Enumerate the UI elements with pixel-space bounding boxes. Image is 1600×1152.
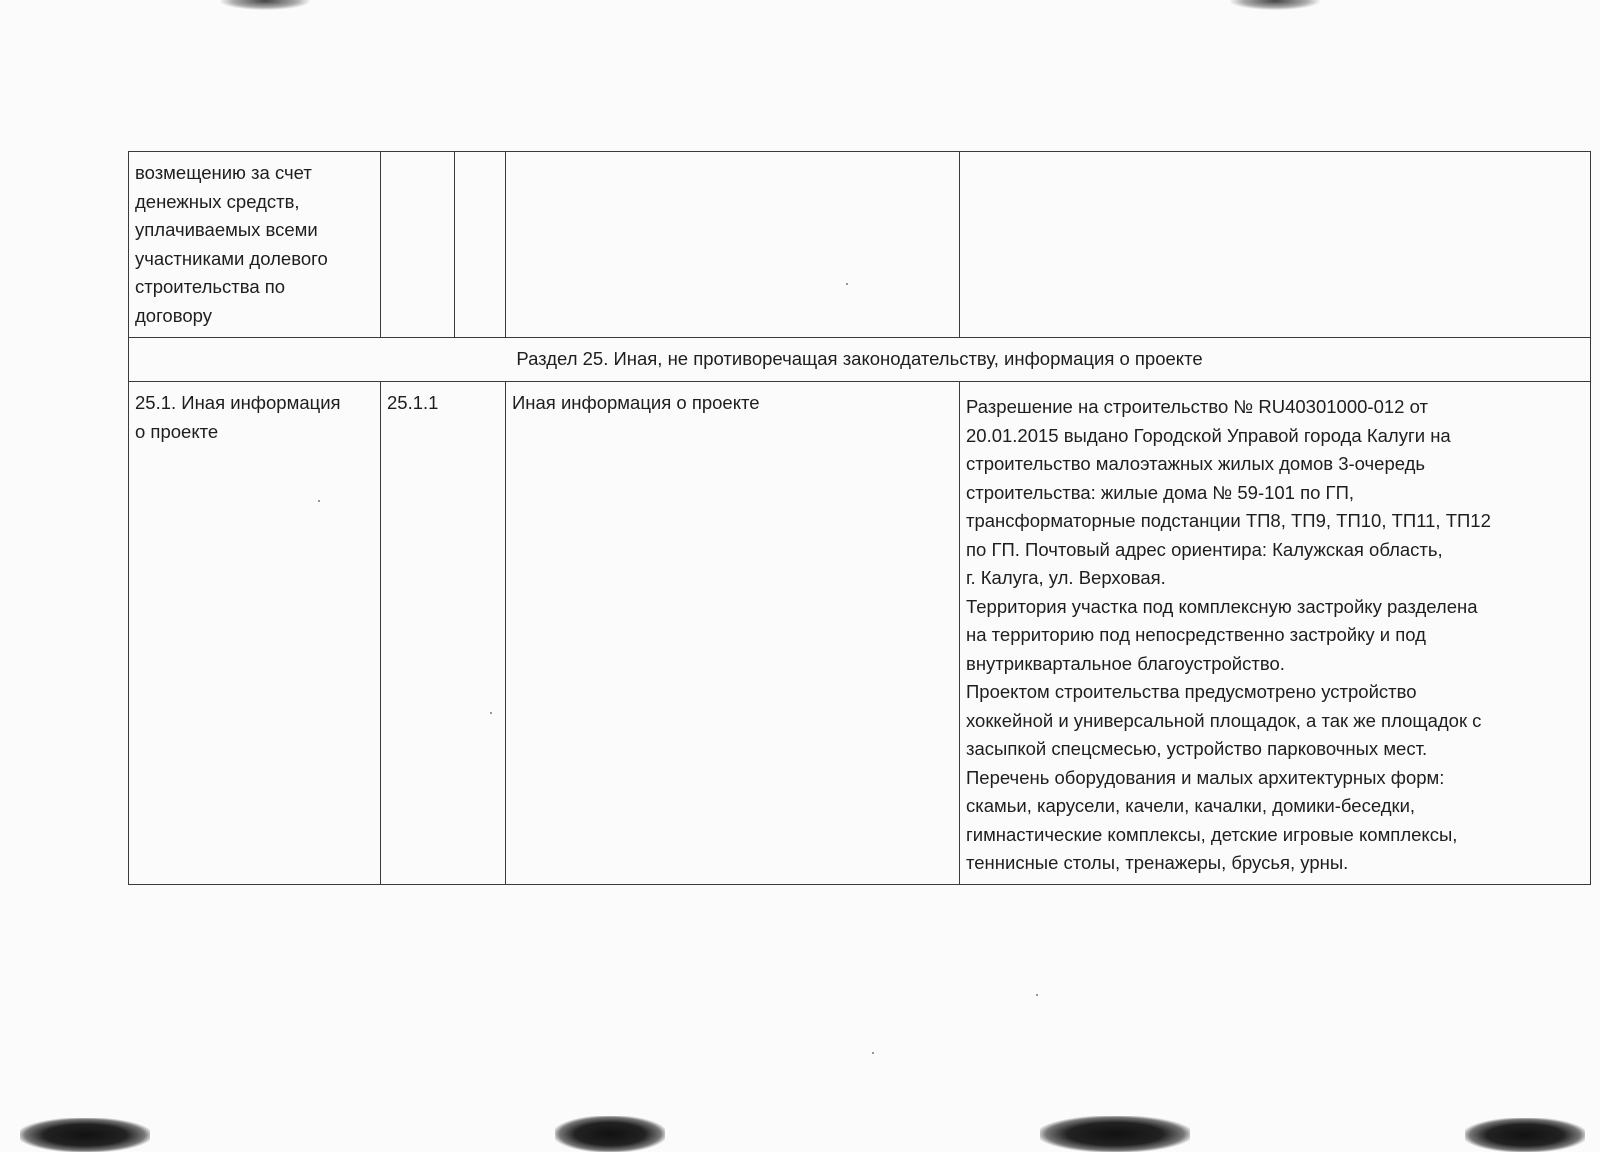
continuation-line: участниками долевого [135,247,328,269]
item-group-line: о проекте [135,420,219,442]
scan-blot-bottom-4 [1465,1118,1585,1152]
item-value-line: г. Калуга, ул. Верховая. [966,567,1166,588]
item-value-line: гимнастические комплексы, детские игровые комплексы, [966,823,1458,845]
table-row-continuation [129,152,1591,338]
item-value-line: Проектом строительства предусмотрено устройство [966,681,1417,702]
continuation-text-cell [129,152,381,338]
scan-shadow-top-right [1230,0,1320,10]
item-value-line: скамьи, карусели, качели, качалки, домики-беседки, [966,795,1416,816]
section-title: Раздел 25. Иная, не противоречащая законодательству, информация о проекте [129,338,1591,382]
continuation-line: договору [135,304,212,326]
empty-cell [960,152,1591,338]
item-value-line: трансформаторные подстанции ТП8, ТП9, ТП10, ТП11, ТП12 [966,510,1491,531]
table-row-item [129,382,1591,885]
item-group-cell [129,382,381,885]
item-value-line: засыпкой спецсмесью, устройство парковочных мест. [966,738,1428,759]
item-value-line: хоккейной и универсальной площадок, а так же площадок с [966,709,1482,731]
item-value-line: 20.01.2015 выдано Городской Управой города Калуги на [966,424,1451,446]
continuation-line: уплачиваемых всеми [135,219,318,240]
item-value-line: внутриквартальное благоустройство. [966,652,1285,674]
empty-cell [381,152,455,338]
scan-blot-bottom-2 [555,1116,665,1152]
item-value-line: строительство малоэтажных жилых домов 3-очередь [966,453,1426,474]
continuation-line: денежных средств, [135,190,300,212]
table-row-section-header [129,338,1591,382]
empty-cell [455,152,506,338]
item-value-line: Разрешение на строительство № RU40301000-012 от [966,396,1428,417]
continuation-line: возмещению за счет [135,162,312,183]
item-number: 25.1.1 [381,382,506,885]
item-value-line: Территория участка под комплексную застройку разделена [966,595,1478,617]
project-info-table [128,151,1591,885]
item-group-line: 25.1. Иная информация [135,392,341,413]
item-value-cell [960,382,1591,885]
empty-cell [506,152,960,338]
scan-blot-bottom-1 [20,1118,150,1152]
item-value-line: теннисные столы, тренажеры, брусья, урны. [966,852,1349,873]
item-value-line: на территорию под непосредственно застройку и под [966,624,1426,645]
scan-blot-bottom-3 [1040,1116,1190,1152]
scan-shadow-top-left [220,0,310,10]
item-value-line: Перечень оборудования и малых архитектурных форм: [966,766,1445,788]
scan-speck [872,1052,874,1054]
continuation-line: строительства по [135,276,286,297]
item-value-line: по ГП. Почтовый адрес ориентира: Калужская область, [966,538,1443,560]
item-label: Иная информация о проекте [506,382,960,885]
scan-speck [1036,994,1038,996]
item-value-line: строительства: жилые дома № 59-101 по ГП, [966,481,1355,503]
